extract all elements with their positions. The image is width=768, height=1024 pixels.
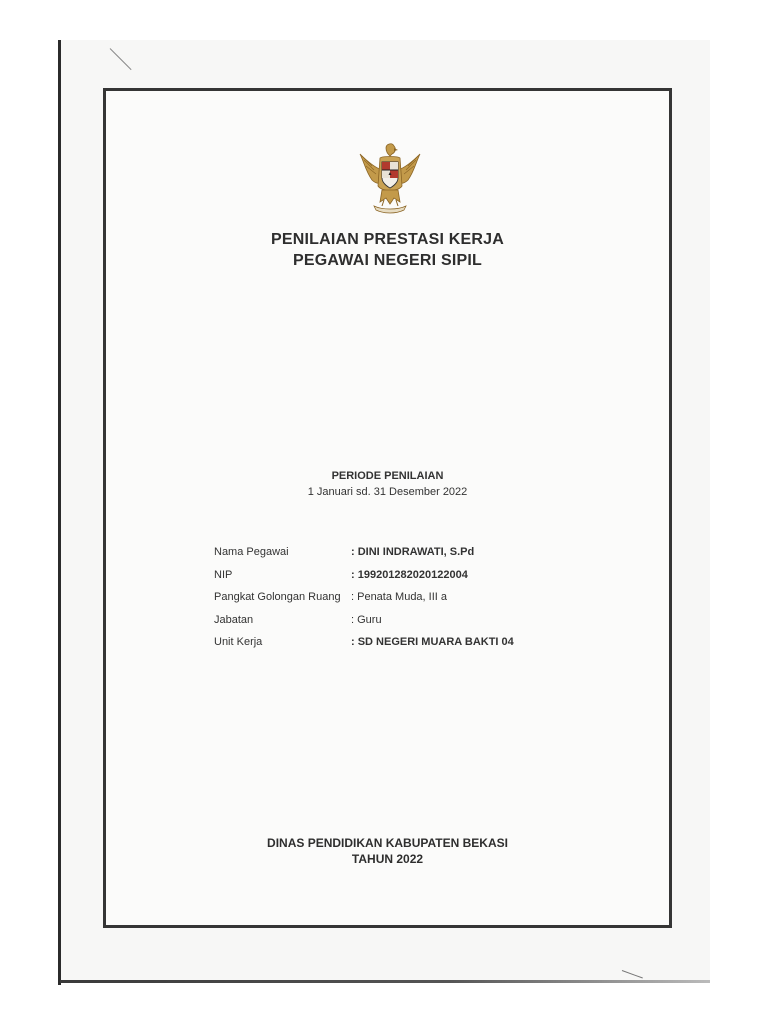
info-value: : DINI INDRAWATI, S.Pd [351,546,475,558]
info-value: : 199201282020122004 [351,568,468,581]
garuda-emblem-icon [352,140,428,216]
document-title-line-2: PEGAWAI NEGERI SIPIL [293,252,482,269]
footer-agency: DINAS PENDIDIKAN KABUPATEN BEKASI [267,836,508,850]
info-label: Unit Kerja [214,636,263,648]
info-row-nip [214,569,514,592]
period-value: 1 Januari sd. 31 Desember 2022 [307,486,468,498]
info-label: Jabatan [214,613,254,626]
info-value: : SD NEGERI MUARA BAKTI 04 [351,636,514,648]
info-label: NIP [214,568,233,581]
footer-year: TAHUN 2022 [351,852,424,866]
employee-info-table [214,546,514,659]
info-label: Nama Pegawai [214,546,289,558]
sheet-left-edge [58,40,61,985]
info-value: : Guru [351,613,382,626]
document-title-line-1: PENILAIAN PRESTASI KERJA [271,231,504,248]
info-row-name [214,546,514,569]
info-row-position [214,614,514,637]
sheet-bottom-edge [60,980,710,983]
info-label: Pangkat Golongan Ruang [214,591,341,603]
info-row-unit [214,636,514,659]
info-value: : Penata Muda, III a [351,591,448,603]
period-label: PERIODE PENILAIAN [331,470,444,482]
info-row-rank [214,591,514,614]
